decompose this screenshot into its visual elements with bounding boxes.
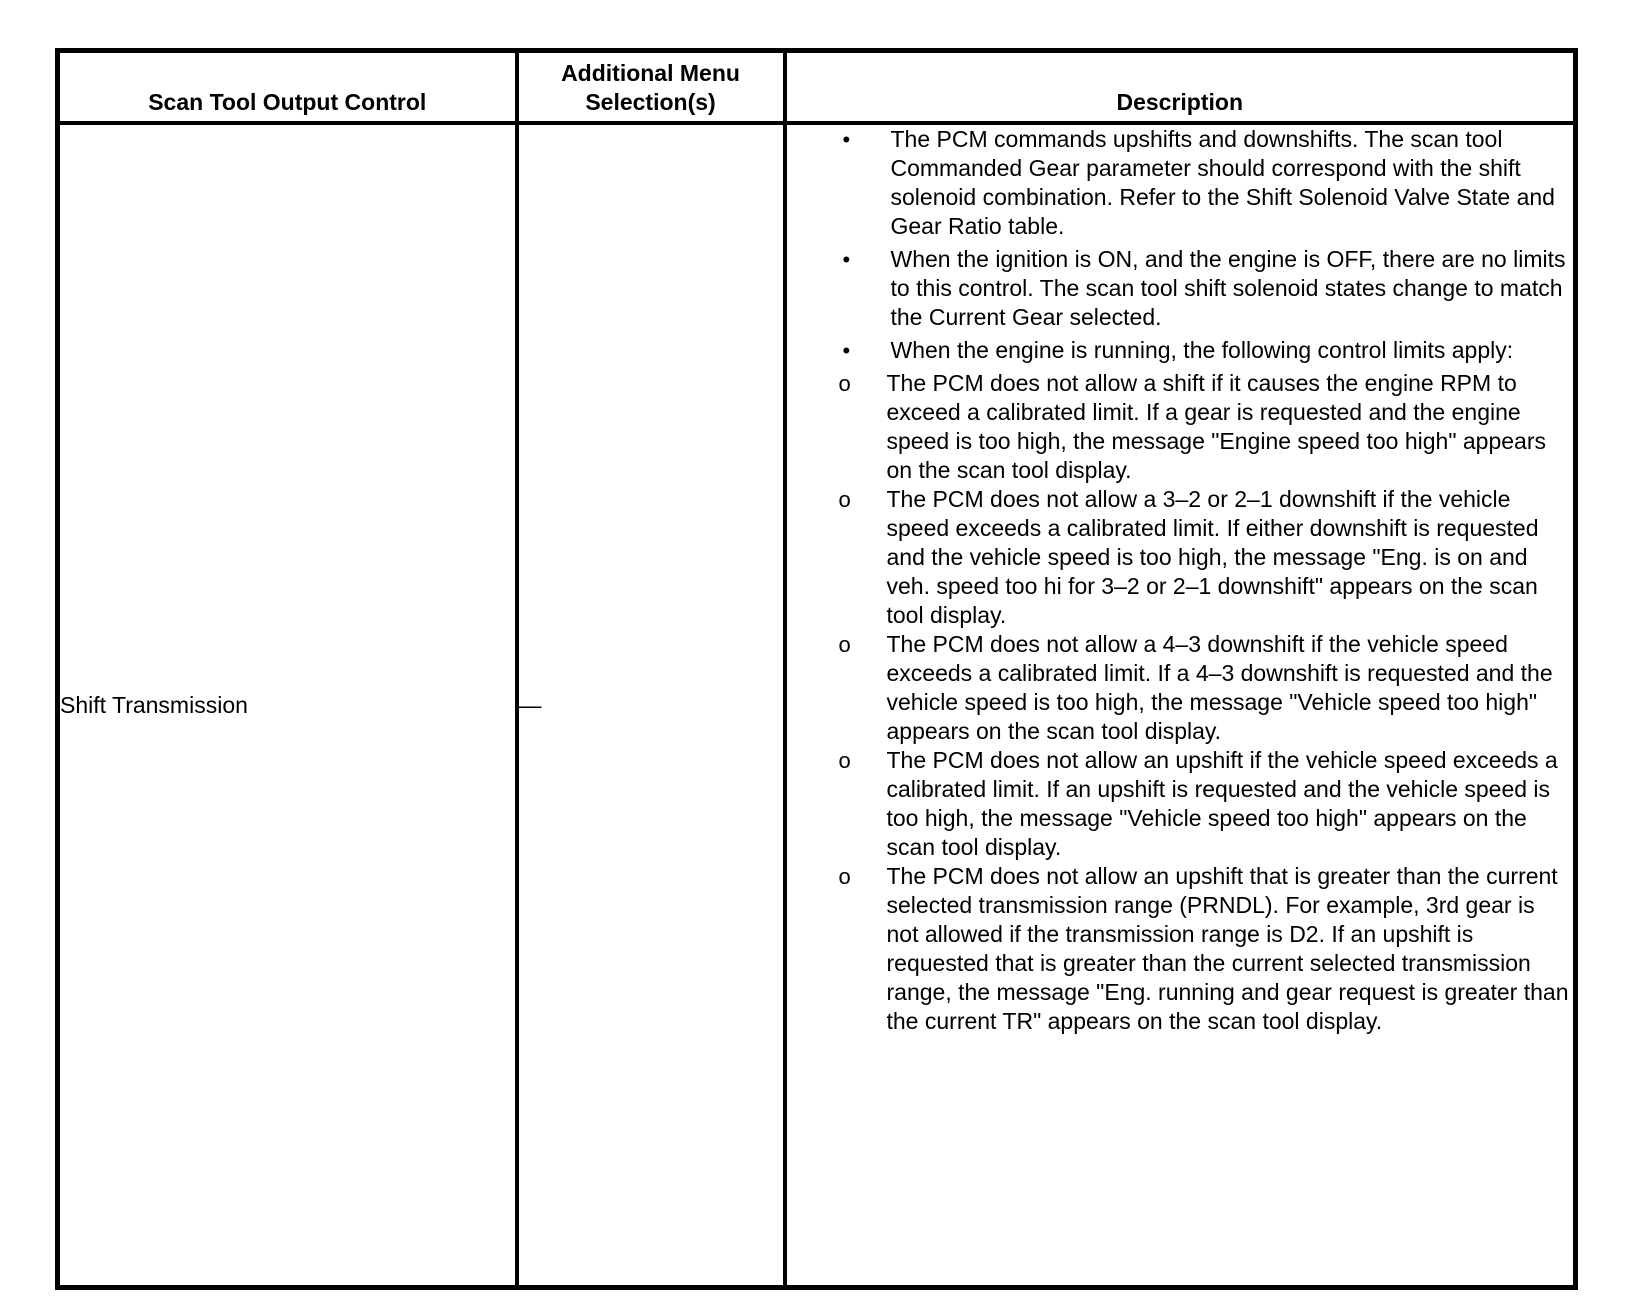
bullet-text: The PCM commands upshifts and downshifts. The scan tool Commanded Gear parameter should correspond with the shift solenoid combination. Refer to the Shift Solenoid Valve State and Gear Ratio table.: [890, 126, 1555, 239]
sub-bullet-item: [787, 862, 1574, 1036]
table-row: [58, 123, 1576, 1288]
header-menu-line2: Selection(s): [585, 89, 716, 115]
header-menu-line1: Additional Menu: [561, 60, 740, 86]
header-row: [58, 51, 1576, 124]
sub-bullet-text: The PCM does not allow an upshift if the vehicle speed exceeds a calibrated limit. If an upshift is requested and the vehicle speed is too high, the message "Vehicle speed too high" appears on the scan tool display.: [886, 747, 1558, 860]
header-additional-menu-selections: [517, 51, 785, 124]
circle-bullet-icon: o: [838, 487, 851, 512]
sub-bullet-text: The PCM does not allow a 4–3 downshift if the vehicle speed exceeds a calibrated limit. If a 4–3 downshift is requested and the vehicle speed is too high, the message "Vehicle speed too high" appears on the scan tool display.: [886, 631, 1553, 744]
bullet-text: When the engine is running, the following control limits apply:: [890, 337, 1514, 363]
sub-bullet-item: [787, 485, 1574, 630]
sub-bullet-item: [787, 369, 1574, 485]
sub-bullet-item: [787, 630, 1574, 746]
sub-bullet-text: The PCM does not allow an upshift that is greater than the current selected transmission range (PRNDL). For example, 3rd gear is not allowed if the transmission range is D2. If an upshift is requested that is greater than the current selected transmission range, the message "Eng. running and gear request is greater than the current TR" appears on the scan tool display.: [886, 863, 1569, 1034]
cell-control-name: Shift Transmission: [58, 123, 517, 1288]
bullet-icon: •: [842, 127, 851, 152]
circle-bullet-icon: o: [838, 748, 851, 773]
bullet-text: When the ignition is ON, and the engine is OFF, there are no limits to this control. The scan tool shift solenoid states change to match the Current Gear selected.: [890, 246, 1566, 330]
output-control-table: [55, 48, 1578, 1290]
header-description: Description: [785, 51, 1576, 124]
bullet-item: [787, 245, 1574, 332]
bullet-icon: •: [842, 338, 851, 363]
bullet-item: [787, 125, 1574, 241]
circle-bullet-icon: o: [838, 632, 851, 657]
sub-bullet-text: The PCM does not allow a shift if it causes the engine RPM to exceed a calibrated limit. If a gear is requested and the engine speed is too high, the message "Engine speed too high" appears on the scan tool display.: [886, 370, 1547, 483]
header-scan-tool-output-control: Scan Tool Output Control: [58, 51, 517, 124]
circle-bullet-icon: o: [838, 371, 851, 396]
bullet-list: [787, 125, 1574, 365]
bullet-icon: •: [842, 247, 851, 272]
bullet-item: [787, 336, 1574, 365]
sub-bullet-text: The PCM does not allow a 3–2 or 2–1 downshift if the vehicle speed exceeds a calibrated limit. If either downshift is requested and the vehicle speed is too high, the message "Eng. is on and veh. speed too hi for 3–2 or 2–1 downshift" appears on the scan tool display.: [886, 486, 1539, 628]
circle-bullet-icon: o: [838, 864, 851, 889]
sub-bullet-list: [787, 369, 1574, 1036]
cell-description: [785, 123, 1576, 1288]
sub-bullet-item: [787, 746, 1574, 862]
cell-menu-selection: —: [517, 123, 785, 1288]
